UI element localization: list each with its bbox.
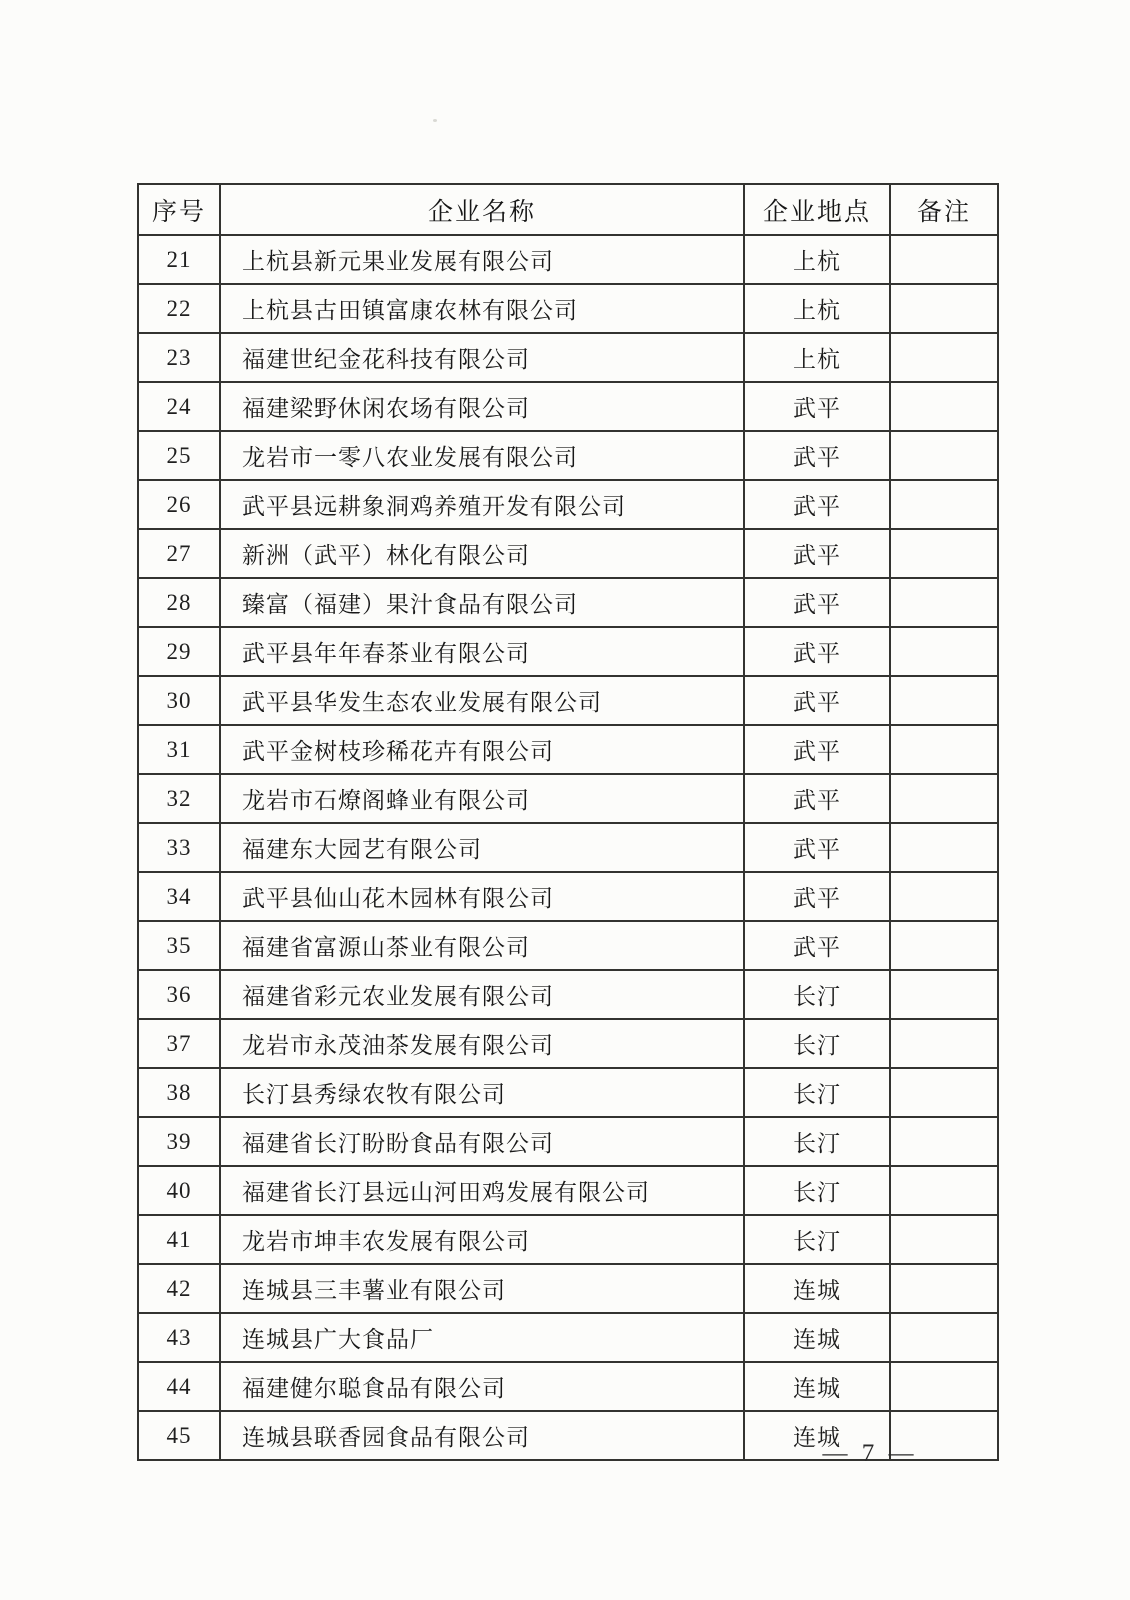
row-serial-number: 42 bbox=[138, 1264, 220, 1313]
table-row bbox=[138, 333, 998, 382]
col-header-serial-number: 序号 bbox=[138, 184, 220, 235]
row-remark bbox=[890, 774, 998, 823]
row-company-location: 武平 bbox=[744, 774, 890, 823]
row-company-name: 福建省长汀县远山河田鸡发展有限公司 bbox=[220, 1166, 744, 1215]
company-table bbox=[137, 183, 999, 1461]
row-remark bbox=[890, 1215, 998, 1264]
row-serial-number: 29 bbox=[138, 627, 220, 676]
row-serial-number: 30 bbox=[138, 676, 220, 725]
row-serial-number: 22 bbox=[138, 284, 220, 333]
row-remark bbox=[890, 578, 998, 627]
row-company-name: 福建梁野休闲农场有限公司 bbox=[220, 382, 744, 431]
row-serial-number: 28 bbox=[138, 578, 220, 627]
row-remark bbox=[890, 235, 998, 284]
row-serial-number: 43 bbox=[138, 1313, 220, 1362]
table-row bbox=[138, 1117, 998, 1166]
col-header-remarks: 备注 bbox=[890, 184, 998, 235]
row-remark bbox=[890, 872, 998, 921]
row-company-name: 福建东大园艺有限公司 bbox=[220, 823, 744, 872]
row-remark bbox=[890, 529, 998, 578]
table-row bbox=[138, 1166, 998, 1215]
row-company-name: 龙岩市一零八农业发展有限公司 bbox=[220, 431, 744, 480]
row-company-location: 连城 bbox=[744, 1264, 890, 1313]
row-company-name: 上杭县古田镇富康农林有限公司 bbox=[220, 284, 744, 333]
row-remark bbox=[890, 676, 998, 725]
table-row bbox=[138, 578, 998, 627]
table-row bbox=[138, 921, 998, 970]
row-company-location: 武平 bbox=[744, 480, 890, 529]
row-serial-number: 27 bbox=[138, 529, 220, 578]
row-remark bbox=[890, 627, 998, 676]
row-serial-number: 39 bbox=[138, 1117, 220, 1166]
row-company-name: 长汀县秀绿农牧有限公司 bbox=[220, 1068, 744, 1117]
table-row bbox=[138, 529, 998, 578]
row-company-name: 连城县联香园食品有限公司 bbox=[220, 1411, 744, 1460]
row-company-location: 上杭 bbox=[744, 235, 890, 284]
table-row bbox=[138, 1362, 998, 1411]
row-serial-number: 23 bbox=[138, 333, 220, 382]
table-row bbox=[138, 774, 998, 823]
row-company-name: 龙岩市坤丰农发展有限公司 bbox=[220, 1215, 744, 1264]
table-row bbox=[138, 235, 998, 284]
row-serial-number: 26 bbox=[138, 480, 220, 529]
row-company-location: 武平 bbox=[744, 578, 890, 627]
row-serial-number: 38 bbox=[138, 1068, 220, 1117]
row-remark bbox=[890, 1362, 998, 1411]
row-company-location: 长汀 bbox=[744, 1068, 890, 1117]
row-company-location: 连城 bbox=[744, 1411, 890, 1460]
table-row bbox=[138, 1264, 998, 1313]
row-company-name: 龙岩市石燎阁蜂业有限公司 bbox=[220, 774, 744, 823]
row-serial-number: 33 bbox=[138, 823, 220, 872]
table-row bbox=[138, 872, 998, 921]
table-row bbox=[138, 1019, 998, 1068]
row-serial-number: 37 bbox=[138, 1019, 220, 1068]
table-header-row bbox=[138, 184, 998, 235]
row-company-location: 武平 bbox=[744, 823, 890, 872]
row-company-name: 连城县三丰薯业有限公司 bbox=[220, 1264, 744, 1313]
scan-speck bbox=[433, 119, 437, 122]
row-remark bbox=[890, 1166, 998, 1215]
table-row bbox=[138, 627, 998, 676]
row-remark bbox=[890, 921, 998, 970]
row-serial-number: 32 bbox=[138, 774, 220, 823]
row-company-name: 福建世纪金花科技有限公司 bbox=[220, 333, 744, 382]
row-company-location: 长汀 bbox=[744, 1215, 890, 1264]
row-remark bbox=[890, 1313, 998, 1362]
row-company-location: 武平 bbox=[744, 627, 890, 676]
row-serial-number: 44 bbox=[138, 1362, 220, 1411]
row-serial-number: 25 bbox=[138, 431, 220, 480]
row-company-name: 武平金树枝珍稀花卉有限公司 bbox=[220, 725, 744, 774]
table-row bbox=[138, 725, 998, 774]
row-serial-number: 34 bbox=[138, 872, 220, 921]
row-company-location: 连城 bbox=[744, 1313, 890, 1362]
row-company-location: 武平 bbox=[744, 529, 890, 578]
row-remark bbox=[890, 284, 998, 333]
table-row bbox=[138, 431, 998, 480]
row-serial-number: 21 bbox=[138, 235, 220, 284]
row-remark bbox=[890, 725, 998, 774]
row-company-location: 武平 bbox=[744, 382, 890, 431]
row-company-location: 武平 bbox=[744, 431, 890, 480]
row-company-location: 长汀 bbox=[744, 1166, 890, 1215]
row-company-location: 长汀 bbox=[744, 970, 890, 1019]
row-company-name: 武平县远耕象洞鸡养殖开发有限公司 bbox=[220, 480, 744, 529]
row-company-location: 长汀 bbox=[744, 1117, 890, 1166]
row-remark bbox=[890, 333, 998, 382]
row-company-name: 福建省彩元农业发展有限公司 bbox=[220, 970, 744, 1019]
row-serial-number: 45 bbox=[138, 1411, 220, 1460]
table-row bbox=[138, 970, 998, 1019]
row-company-name: 臻富（福建）果汁食品有限公司 bbox=[220, 578, 744, 627]
table-row bbox=[138, 1215, 998, 1264]
row-company-name: 武平县仙山花木园林有限公司 bbox=[220, 872, 744, 921]
row-company-name: 福建健尔聪食品有限公司 bbox=[220, 1362, 744, 1411]
row-remark bbox=[890, 1117, 998, 1166]
row-serial-number: 40 bbox=[138, 1166, 220, 1215]
col-header-company-name: 企业名称 bbox=[220, 184, 744, 235]
table-row bbox=[138, 823, 998, 872]
row-company-name: 武平县华发生态农业发展有限公司 bbox=[220, 676, 744, 725]
row-serial-number: 36 bbox=[138, 970, 220, 1019]
row-remark bbox=[890, 1019, 998, 1068]
row-serial-number: 41 bbox=[138, 1215, 220, 1264]
row-company-location: 上杭 bbox=[744, 333, 890, 382]
table-row bbox=[138, 1068, 998, 1117]
col-header-company-location: 企业地点 bbox=[744, 184, 890, 235]
row-company-location: 武平 bbox=[744, 725, 890, 774]
row-company-name: 福建省长汀盼盼食品有限公司 bbox=[220, 1117, 744, 1166]
table-row bbox=[138, 676, 998, 725]
row-remark bbox=[890, 970, 998, 1019]
row-company-location: 武平 bbox=[744, 921, 890, 970]
page-number: — 7 — bbox=[822, 1440, 918, 1467]
row-company-location: 武平 bbox=[744, 676, 890, 725]
row-company-name: 福建省富源山茶业有限公司 bbox=[220, 921, 744, 970]
row-remark bbox=[890, 1068, 998, 1117]
row-remark bbox=[890, 823, 998, 872]
row-company-name: 上杭县新元果业发展有限公司 bbox=[220, 235, 744, 284]
row-serial-number: 35 bbox=[138, 921, 220, 970]
row-company-name: 龙岩市永茂油茶发展有限公司 bbox=[220, 1019, 744, 1068]
row-serial-number: 24 bbox=[138, 382, 220, 431]
row-remark bbox=[890, 1264, 998, 1313]
row-company-name: 连城县广大食品厂 bbox=[220, 1313, 744, 1362]
row-remark bbox=[890, 382, 998, 431]
row-company-location: 上杭 bbox=[744, 284, 890, 333]
table-row bbox=[138, 480, 998, 529]
row-remark bbox=[890, 480, 998, 529]
table-row bbox=[138, 1313, 998, 1362]
row-company-location: 武平 bbox=[744, 872, 890, 921]
row-company-name: 新洲（武平）林化有限公司 bbox=[220, 529, 744, 578]
row-company-name: 武平县年年春茶业有限公司 bbox=[220, 627, 744, 676]
row-company-location: 长汀 bbox=[744, 1019, 890, 1068]
row-company-location: 连城 bbox=[744, 1362, 890, 1411]
row-remark bbox=[890, 431, 998, 480]
table-row bbox=[138, 382, 998, 431]
table-row bbox=[138, 284, 998, 333]
row-serial-number: 31 bbox=[138, 725, 220, 774]
